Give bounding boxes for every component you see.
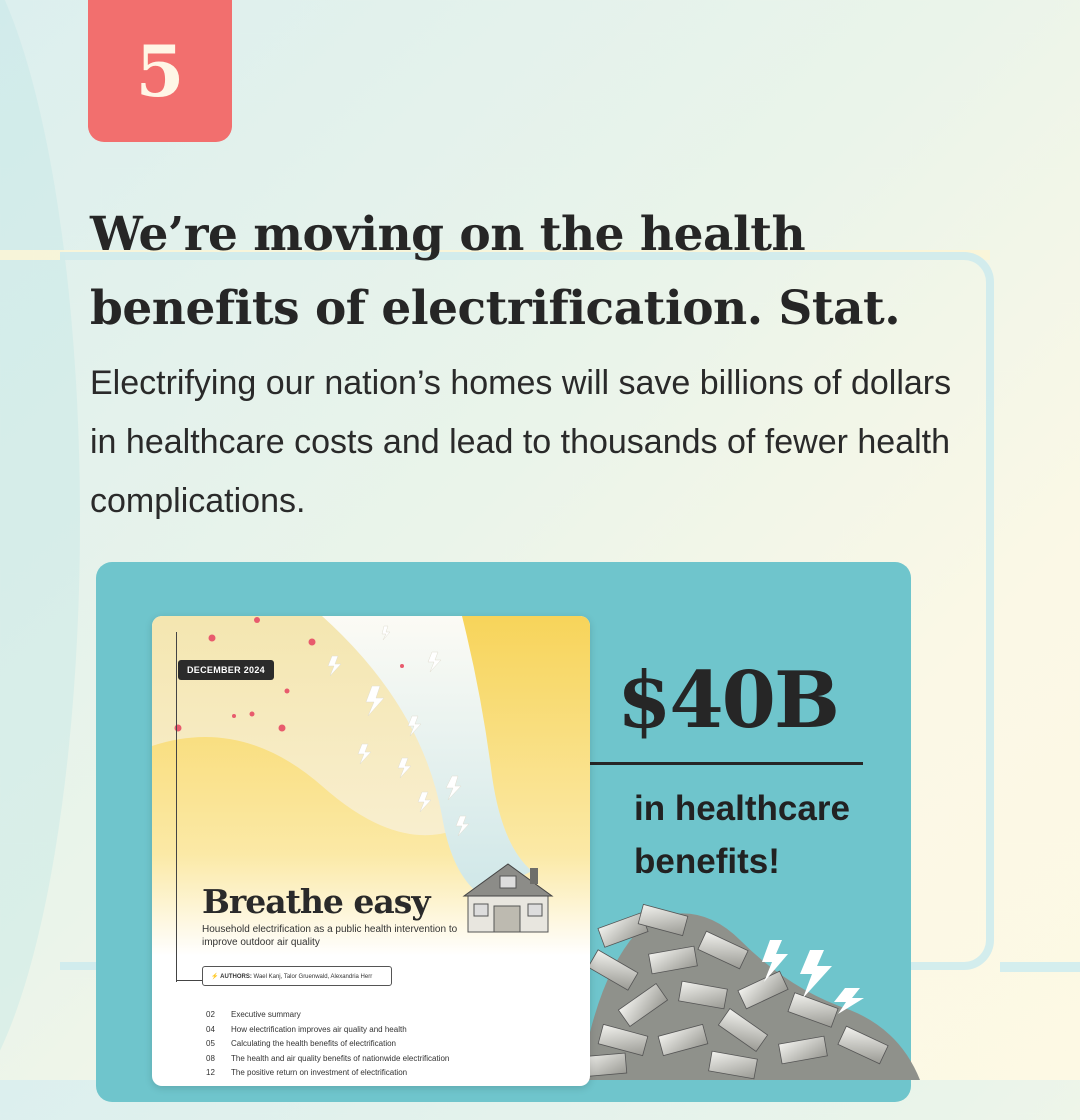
lightning-bolt-icon: ⚡ [211,974,219,980]
toc-page: 02 [206,1010,215,1019]
report-authors [202,966,392,986]
report-cover [152,616,590,1086]
subheadline: Electrifying our nation’s homes will save billions of dollars in healthcare costs and lead to thousands of fewer health complications. [90,364,952,520]
cover-timeline-tick [176,980,202,981]
report-title: Breathe easy [202,882,430,921]
toc-item [206,1066,566,1081]
table-of-contents [206,1008,566,1081]
toc-item [206,1037,566,1052]
frame-bottom-line [1000,962,1080,972]
toc-title: The positive return on investment of electrification [231,1068,408,1077]
authors-names: Wael Kanj, Talor Gruenwald, Alexandria Herr [253,974,373,980]
toc-page: 12 [206,1068,215,1077]
toc-item [206,1023,566,1038]
stat-divider [590,762,863,765]
toc-item [206,1008,566,1023]
toc-title: The health and air quality benefits of nationwide electrification [231,1053,450,1063]
toc-page: 05 [206,1039,215,1048]
step-number: 5 [135,29,185,113]
toc-title: Calculating the health benefits of electrification [231,1039,396,1048]
step-number-badge [88,0,232,142]
toc-item [206,1052,566,1067]
toc-title: Executive summary [231,1010,301,1019]
authors-label: AUTHORS: [220,974,252,980]
stat-value: $40B [617,655,838,746]
money-pile-icon [560,880,920,1080]
report-subtitle: Household electrification as a public health intervention to improve outdoor air quality [202,924,458,948]
stat-label: in healthcare benefits! [634,789,850,881]
toc-title: How electrification improves air quality and health [231,1024,407,1034]
cover-timeline-line [176,632,177,982]
toc-page: 08 [206,1053,215,1063]
toc-page: 04 [206,1024,215,1034]
headline: We’re moving on the health benefits of electrification. Stat. [90,207,901,336]
report-date-tag: DECEMBER 2024 [178,660,274,680]
